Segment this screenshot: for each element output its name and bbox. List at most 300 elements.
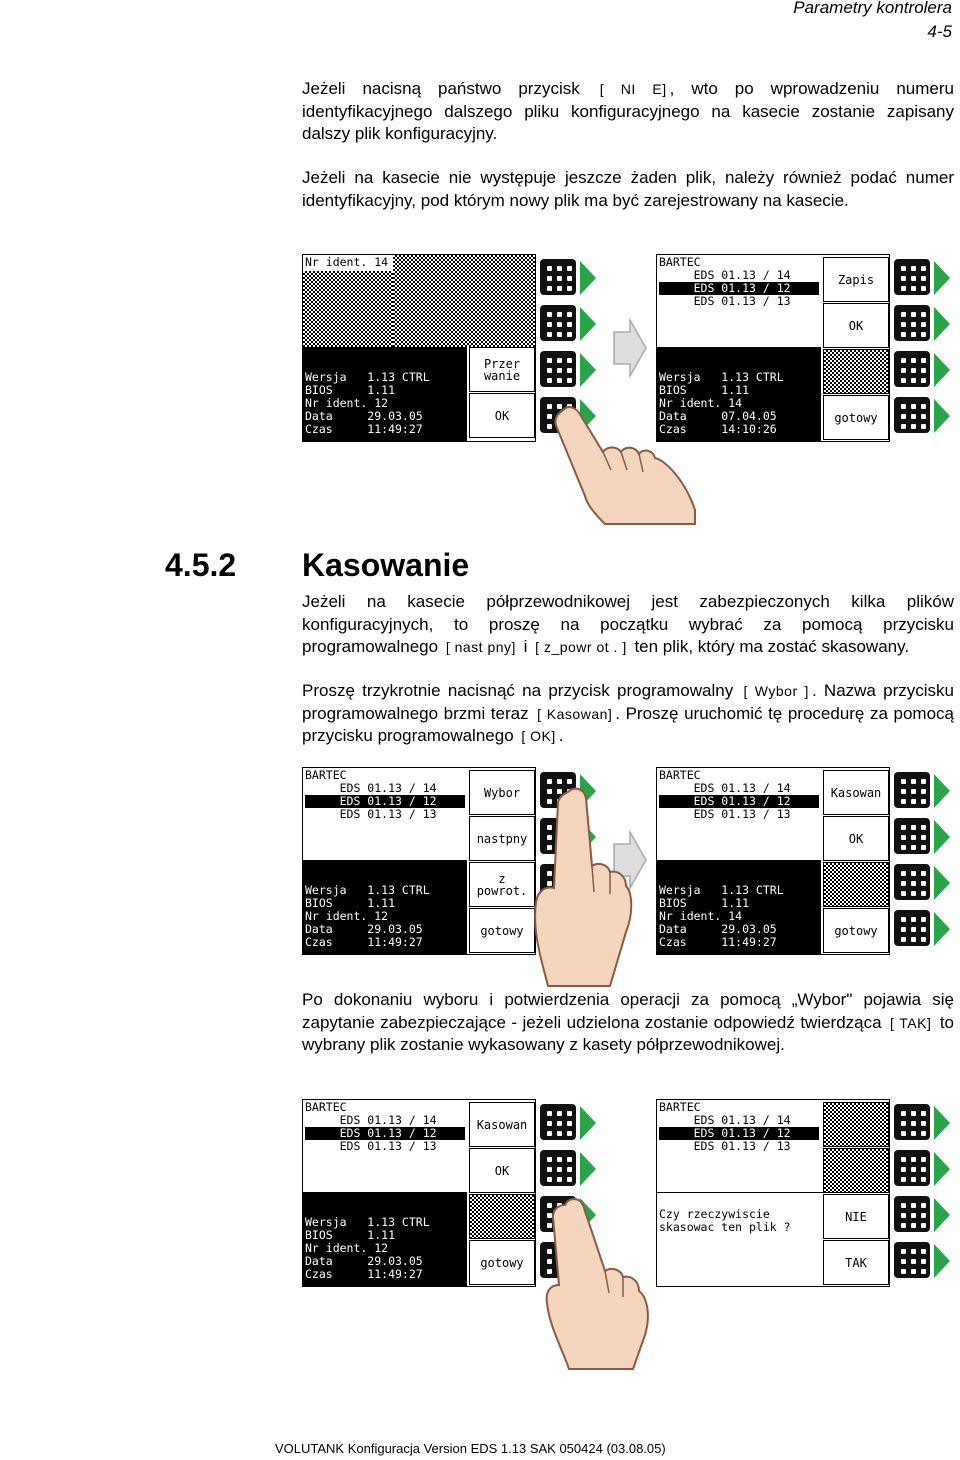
- keypad-dot: [557, 1111, 562, 1116]
- keypad-dot: [901, 845, 906, 850]
- lcd-line: BARTEC: [659, 1100, 701, 1114]
- keypad-dot: [567, 266, 572, 271]
- keypad-dot: [921, 835, 926, 840]
- arrow-left-icon: [580, 307, 596, 341]
- keypad-dot: [921, 799, 926, 804]
- keypad-dot: [557, 276, 562, 281]
- keypad-dot: [921, 927, 926, 932]
- keypad-dot: [567, 378, 572, 383]
- keypad-dot: [547, 1111, 552, 1116]
- keypad-dot: [911, 799, 916, 804]
- arrow-left-icon: [934, 1106, 950, 1140]
- softkey-ref-nastpny: [ nast pny]: [445, 639, 516, 655]
- keypad-icon: [894, 1150, 930, 1186]
- page-number: 4-5: [927, 22, 952, 41]
- keypad-dot: [547, 1157, 552, 1162]
- keypad-icon: [540, 1104, 576, 1140]
- softkey-ok[interactable]: OK: [823, 816, 889, 861]
- arrow-left-icon: [934, 774, 950, 808]
- lcd-line: BARTEC: [305, 768, 347, 782]
- keypad-dot: [901, 1249, 906, 1254]
- keypad-dot: [911, 789, 916, 794]
- keypad-dot: [911, 1223, 916, 1228]
- keypad-dot: [547, 1167, 552, 1172]
- keypad-dot: [567, 1131, 572, 1136]
- lcd-info-line: Data 29.03.05: [305, 1254, 423, 1268]
- keypad-dot: [567, 1121, 572, 1126]
- paragraph-2: Jeżeli na kasecie nie występuje jeszcze żaden plik, należy również podać numer identyfikacyjny, pod którym nowy plik ma być zarejestrowany na kasecie.: [302, 168, 954, 210]
- softkey-ok[interactable]: OK: [823, 303, 889, 348]
- hardware-key[interactable]: [892, 769, 954, 813]
- pointing-hand-icon: [535, 1185, 655, 1370]
- keypad-dot: [567, 1111, 572, 1116]
- keypad-dot: [547, 276, 552, 281]
- keypad-dot: [901, 1157, 906, 1162]
- lcd-info-line: Wersja 1.13 CTRL: [659, 370, 784, 384]
- keypad-icon: [540, 351, 576, 387]
- keypad-dot: [911, 322, 916, 327]
- lcd-screen-6: [656, 1099, 890, 1287]
- keypad-dot: [921, 789, 926, 794]
- keypad-dot: [911, 414, 916, 419]
- keypad-dot: [901, 891, 906, 896]
- keypad-dot: [921, 937, 926, 942]
- softkey-blank: [823, 349, 889, 394]
- keypad-dot: [911, 1269, 916, 1274]
- hardware-key[interactable]: [892, 1193, 954, 1237]
- lcd-screen-3: [302, 767, 536, 955]
- keypad-dot: [557, 358, 562, 363]
- lcd-line-selected: EDS 01.13 / 12: [659, 795, 819, 808]
- lcd-info-line: BIOS 1.11: [659, 896, 750, 910]
- lcd-info-block: [303, 1192, 467, 1286]
- keypad-dot: [557, 1131, 562, 1136]
- keypad-dot: [547, 266, 552, 271]
- keypad-dot: [901, 1131, 906, 1136]
- keypad-dot: [921, 404, 926, 409]
- keypad-dot: [911, 404, 916, 409]
- keypad-dot: [901, 276, 906, 281]
- softkey-kasowan[interactable]: Kasowan: [823, 770, 889, 815]
- keypad-dot: [557, 378, 562, 383]
- keypad-dot: [567, 286, 572, 291]
- lcd-line: EDS 01.13 / 14: [659, 1113, 791, 1127]
- section-title: Kasowanie: [302, 547, 470, 583]
- keypad-dot: [911, 1249, 916, 1254]
- arrow-left-icon: [934, 912, 950, 946]
- keypad-dot: [901, 1121, 906, 1126]
- paragraph-5: [302, 989, 954, 1057]
- lcd-line: BARTEC: [659, 255, 701, 269]
- softkey-gotowy[interactable]: gotowy: [469, 1240, 535, 1285]
- lcd-question-line: skasowac ten plik ?: [659, 1220, 791, 1234]
- keypad-dot: [901, 1203, 906, 1208]
- keypad-dot: [567, 322, 572, 327]
- softkey-ref-ok: [ OK]: [521, 728, 556, 744]
- lcd-info-line: Czas 11:49:27: [305, 935, 423, 949]
- softkey-wybor[interactable]: Wybor: [469, 770, 535, 815]
- keypad-dot: [911, 358, 916, 363]
- keypad-dot: [901, 799, 906, 804]
- keypad-dot: [921, 424, 926, 429]
- pointing-hand-icon: [528, 782, 638, 987]
- keypad-dot: [557, 1121, 562, 1126]
- arrow-left-icon: [934, 307, 950, 341]
- hardware-key[interactable]: [538, 256, 600, 300]
- softkey-blank: [823, 862, 889, 907]
- lcd-info-line: Czas 14:10:26: [659, 422, 777, 436]
- hardware-key[interactable]: [892, 348, 954, 392]
- hardware-keys-right-2: [892, 769, 954, 953]
- keypad-dot: [911, 424, 916, 429]
- keypad-dot: [547, 1177, 552, 1182]
- lcd-line: EDS 01.13 / 14: [305, 781, 437, 795]
- hardware-key[interactable]: [538, 348, 600, 392]
- lcd-line-selected: EDS 01.13 / 12: [305, 795, 465, 808]
- hardware-key[interactable]: [892, 1147, 954, 1191]
- keypad-icon: [894, 1104, 930, 1140]
- keypad-dot: [901, 937, 906, 942]
- softkey-blank: [823, 1102, 889, 1147]
- lcd-info-block: [303, 860, 467, 954]
- keypad-dot: [547, 368, 552, 373]
- keypad-dot: [567, 312, 572, 317]
- hardware-key[interactable]: [892, 815, 954, 859]
- text: i: [523, 637, 528, 656]
- keypad-dot: [921, 881, 926, 886]
- keypad-dot: [901, 871, 906, 876]
- keypad-dot: [921, 1121, 926, 1126]
- lcd-line: EDS 01.13 / 13: [305, 807, 437, 821]
- keypad-dot: [557, 286, 562, 291]
- keypad-dot: [921, 1177, 926, 1182]
- keypad-dot: [547, 322, 552, 327]
- keypad-dot: [911, 1111, 916, 1116]
- keypad-dot: [901, 312, 906, 317]
- text: to wybrany plik zostanie wykasowany z kasety półprzewodnikowej.: [302, 1012, 954, 1054]
- softkey-ref-kasowan: [ Kasowan]: [537, 705, 613, 722]
- keypad-icon: [894, 351, 930, 387]
- arrow-left-icon: [934, 261, 950, 295]
- keypad-dot: [901, 779, 906, 784]
- keypad-dot: [921, 871, 926, 876]
- lcd-screen-5: [302, 1099, 536, 1287]
- lcd-info-line: Data 29.03.05: [305, 409, 423, 423]
- lcd-info-block: [303, 347, 467, 441]
- hardware-key[interactable]: [892, 861, 954, 905]
- paragraph-3: [302, 591, 954, 659]
- keypad-dot: [911, 881, 916, 886]
- keypad-dot: [547, 332, 552, 337]
- keypad-dot: [567, 332, 572, 337]
- keypad-dot: [921, 322, 926, 327]
- keypad-dot: [901, 1259, 906, 1264]
- keypad-dot: [911, 1259, 916, 1264]
- keypad-dot: [921, 1259, 926, 1264]
- hardware-key[interactable]: [538, 302, 600, 346]
- lcd-info-line: BIOS 1.11: [305, 1228, 396, 1242]
- keypad-dot: [921, 1157, 926, 1162]
- lcd-info-line: Wersja 1.13 CTRL: [659, 883, 784, 897]
- softkey-przerwanie[interactable]: Przer wanie: [469, 347, 535, 392]
- keypad-dot: [547, 378, 552, 383]
- lcd-info-line: Data 07.04.05: [659, 409, 777, 423]
- keypad-dot: [901, 378, 906, 383]
- hardware-key[interactable]: [892, 1101, 954, 1145]
- keypad-dot: [921, 1269, 926, 1274]
- softkey-nastpny[interactable]: nastpny: [469, 816, 535, 861]
- keypad-dot: [921, 825, 926, 830]
- keypad-dot: [921, 414, 926, 419]
- keypad-icon: [894, 397, 930, 433]
- lcd-line: EDS 01.13 / 13: [659, 1139, 791, 1153]
- lcd-info-line: Wersja 1.13 CTRL: [305, 1215, 430, 1229]
- arrow-left-icon: [580, 261, 596, 295]
- keypad-dot: [921, 1213, 926, 1218]
- paragraph-1: [302, 78, 954, 146]
- text: , wto po wprowadzeniu numeru identyfikacyjnego dalszego pliku konfiguracyjnego na kasecie zostanie zapisany dalszy plik konfiguracyjny.: [302, 79, 954, 143]
- lcd-info-line: Nr ident. 12: [305, 909, 389, 923]
- arrow-left-icon: [934, 353, 950, 387]
- keypad-dot: [911, 312, 916, 317]
- keypad-dot: [557, 1157, 562, 1162]
- keypad-dot: [911, 927, 916, 932]
- keypad-icon: [894, 259, 930, 295]
- keypad-dot: [911, 871, 916, 876]
- keypad-dot: [547, 312, 552, 317]
- keypad-dot: [911, 332, 916, 337]
- keypad-dot: [557, 312, 562, 317]
- keypad-dot: [901, 332, 906, 337]
- arrow-left-icon: [934, 399, 950, 433]
- lcd-info-line: Nr ident. 14: [659, 396, 743, 410]
- keypad-dot: [901, 266, 906, 271]
- keypad-dot: [911, 1131, 916, 1136]
- keypad-dot: [901, 358, 906, 363]
- keypad-dot: [911, 1213, 916, 1218]
- keypad-dot: [911, 1121, 916, 1126]
- keypad-dot: [921, 378, 926, 383]
- lcd-line: EDS 01.13 / 13: [305, 1139, 437, 1153]
- hardware-key[interactable]: [892, 394, 954, 438]
- hardware-key[interactable]: [892, 256, 954, 300]
- text: Proszę trzykrotnie nacisnąć na przycisk programowalny: [302, 681, 734, 700]
- keypad-dot: [921, 1203, 926, 1208]
- lcd-question-line: Czy rzeczywiscie: [659, 1207, 770, 1221]
- keypad-dot: [901, 1111, 906, 1116]
- keypad-dot: [901, 1223, 906, 1228]
- text: ten plik, który ma zostać skasowany.: [634, 637, 910, 656]
- softkey-gotowy[interactable]: gotowy: [823, 908, 889, 953]
- softkey-nie[interactable]: NIE: [823, 1194, 889, 1239]
- keypad-dot: [547, 358, 552, 363]
- keypad-dot: [911, 825, 916, 830]
- keypad-dot: [901, 414, 906, 419]
- text: Po dokonaniu wyboru i potwierdzenia operacji za pomocą „Wybor" pojawia się zapytanie zabezpieczające - jeżeli udzielona zostanie odpowiedź twierdząca: [302, 990, 954, 1032]
- keypad-dot: [547, 1131, 552, 1136]
- keypad-dot: [911, 276, 916, 281]
- softkey-blank: [823, 1148, 889, 1193]
- keypad-icon: [894, 305, 930, 341]
- softkey-ref-wybor: [ Wybor ]: [743, 683, 809, 699]
- softkey-ok[interactable]: OK: [469, 393, 535, 438]
- keypad-icon: [894, 1242, 930, 1278]
- text: . Nazwa przycisku programowalnego brzmi teraz: [302, 681, 954, 723]
- keypad-dot: [557, 322, 562, 327]
- arrow-left-icon: [580, 1152, 596, 1186]
- section-number: 4.5.2: [165, 547, 237, 583]
- keypad-dot: [921, 286, 926, 291]
- keypad-dot: [911, 891, 916, 896]
- keypad-dot: [557, 368, 562, 373]
- lcd-line: EDS 01.13 / 14: [659, 268, 791, 282]
- keypad-dot: [911, 845, 916, 850]
- keypad-dot: [557, 1177, 562, 1182]
- lcd-id-input: Nr ident. 14: [305, 255, 389, 269]
- lcd-info-line: Czas 11:49:27: [305, 1267, 423, 1281]
- keypad-dot: [567, 276, 572, 281]
- softkey-zapis[interactable]: Zapis: [823, 257, 889, 302]
- keypad-dot: [911, 1157, 916, 1162]
- lcd-divider: [657, 1192, 823, 1193]
- keypad-dot: [901, 1177, 906, 1182]
- keypad-dot: [911, 917, 916, 922]
- lcd-info-line: Data 29.03.05: [659, 922, 777, 936]
- keypad-icon: [894, 910, 930, 946]
- keypad-icon: [540, 259, 576, 295]
- keypad-dot: [911, 779, 916, 784]
- keypad-dot: [921, 779, 926, 784]
- keypad-dot: [921, 917, 926, 922]
- softkey-gotowy[interactable]: gotowy: [823, 395, 889, 440]
- lcd-info-line: Nr ident. 12: [305, 396, 389, 410]
- lcd-line: EDS 01.13 / 13: [659, 807, 791, 821]
- keypad-dot: [901, 825, 906, 830]
- arrow-left-icon: [934, 866, 950, 900]
- keypad-dot: [921, 1223, 926, 1228]
- softkey-ref-nie: [ NI E]: [599, 81, 667, 97]
- keypad-dot: [911, 937, 916, 942]
- keypad-dot: [901, 835, 906, 840]
- lcd-pattern: [303, 271, 393, 347]
- keypad-icon: [540, 305, 576, 341]
- hardware-keys-right-3: [892, 1101, 954, 1285]
- lcd-info-line: BIOS 1.11: [305, 896, 396, 910]
- keypad-dot: [921, 1111, 926, 1116]
- keypad-dot: [901, 881, 906, 886]
- keypad-dot: [921, 1249, 926, 1254]
- softkey-ref-tak: [ TAK]: [890, 1014, 932, 1031]
- lcd-screen-1: [302, 254, 536, 442]
- keypad-dot: [911, 835, 916, 840]
- keypad-dot: [547, 286, 552, 291]
- text: Jeżeli nacisną państwo przycisk: [302, 79, 580, 98]
- keypad-dot: [901, 368, 906, 373]
- lcd-info-line: Data 29.03.05: [305, 922, 423, 936]
- keypad-dot: [547, 1121, 552, 1126]
- keypad-dot: [921, 1131, 926, 1136]
- arrow-left-icon: [934, 820, 950, 854]
- keypad-dot: [557, 1167, 562, 1172]
- lcd-line-selected: EDS 01.13 / 12: [659, 1127, 819, 1140]
- keypad-dot: [901, 789, 906, 794]
- keypad-dot: [921, 368, 926, 373]
- page-header-title: Parametry kontrolera: [793, 0, 952, 17]
- keypad-dot: [911, 286, 916, 291]
- lcd-pattern: [393, 255, 535, 347]
- pointing-hand-icon: [545, 400, 705, 525]
- keypad-dot: [901, 286, 906, 291]
- keypad-dot: [921, 266, 926, 271]
- lcd-info-line: Czas 11:49:27: [659, 935, 777, 949]
- keypad-dot: [901, 404, 906, 409]
- arrow-left-icon: [580, 1106, 596, 1140]
- hardware-key[interactable]: [892, 1239, 954, 1283]
- hardware-keys-right-1: [892, 256, 954, 440]
- transition-arrow-icon: [612, 318, 648, 378]
- keypad-icon: [894, 1196, 930, 1232]
- keypad-dot: [921, 276, 926, 281]
- lcd-line: BARTEC: [659, 768, 701, 782]
- lcd-info-line: Nr ident. 14: [659, 909, 743, 923]
- softkey-kasowan[interactable]: Kasowan: [469, 1102, 535, 1147]
- keypad-dot: [911, 368, 916, 373]
- lcd-line: EDS 01.13 / 13: [659, 294, 791, 308]
- lcd-screen-4: [656, 767, 890, 955]
- arrow-left-icon: [934, 1152, 950, 1186]
- keypad-dot: [901, 1269, 906, 1274]
- keypad-dot: [567, 358, 572, 363]
- arrow-left-icon: [934, 1244, 950, 1278]
- keypad-dot: [901, 917, 906, 922]
- keypad-dot: [557, 332, 562, 337]
- keypad-dot: [567, 1167, 572, 1172]
- lcd-line-selected: EDS 01.13 / 12: [305, 1127, 465, 1140]
- keypad-dot: [921, 358, 926, 363]
- keypad-dot: [911, 378, 916, 383]
- lcd-line-selected: EDS 01.13 / 12: [659, 282, 819, 295]
- hardware-key[interactable]: [892, 302, 954, 346]
- keypad-dot: [901, 322, 906, 327]
- paragraph-4: [302, 680, 954, 748]
- text: . Proszę uruchomić tę procedurę za pomocą przycisku programowalnego: [302, 703, 954, 745]
- keypad-dot: [911, 1177, 916, 1182]
- keypad-dot: [901, 1213, 906, 1218]
- lcd-info-line: Nr ident. 12: [305, 1241, 389, 1255]
- keypad-dot: [921, 1167, 926, 1172]
- hardware-key[interactable]: [892, 907, 954, 951]
- keypad-dot: [567, 368, 572, 373]
- softkey-gotowy[interactable]: gotowy: [469, 908, 535, 953]
- lcd-info-block: [657, 860, 821, 954]
- lcd-info-line: Czas 11:49:27: [305, 422, 423, 436]
- lcd-info-line: Wersja 1.13 CTRL: [305, 883, 430, 897]
- hardware-key[interactable]: [538, 1101, 600, 1145]
- lcd-info-line: BIOS 1.11: [659, 383, 750, 397]
- keypad-dot: [901, 424, 906, 429]
- softkey-ok[interactable]: OK: [469, 1148, 535, 1193]
- keypad-dot: [901, 927, 906, 932]
- keypad-dot: [921, 845, 926, 850]
- softkey-zpowrot[interactable]: z powrot.: [469, 862, 535, 907]
- lcd-line: EDS 01.13 / 14: [659, 781, 791, 795]
- softkey-tak[interactable]: TAK: [823, 1240, 889, 1285]
- arrow-left-icon: [934, 1198, 950, 1232]
- keypad-dot: [921, 891, 926, 896]
- softkey-blank: [469, 1194, 535, 1239]
- keypad-icon: [540, 1150, 576, 1186]
- arrow-left-icon: [580, 353, 596, 387]
